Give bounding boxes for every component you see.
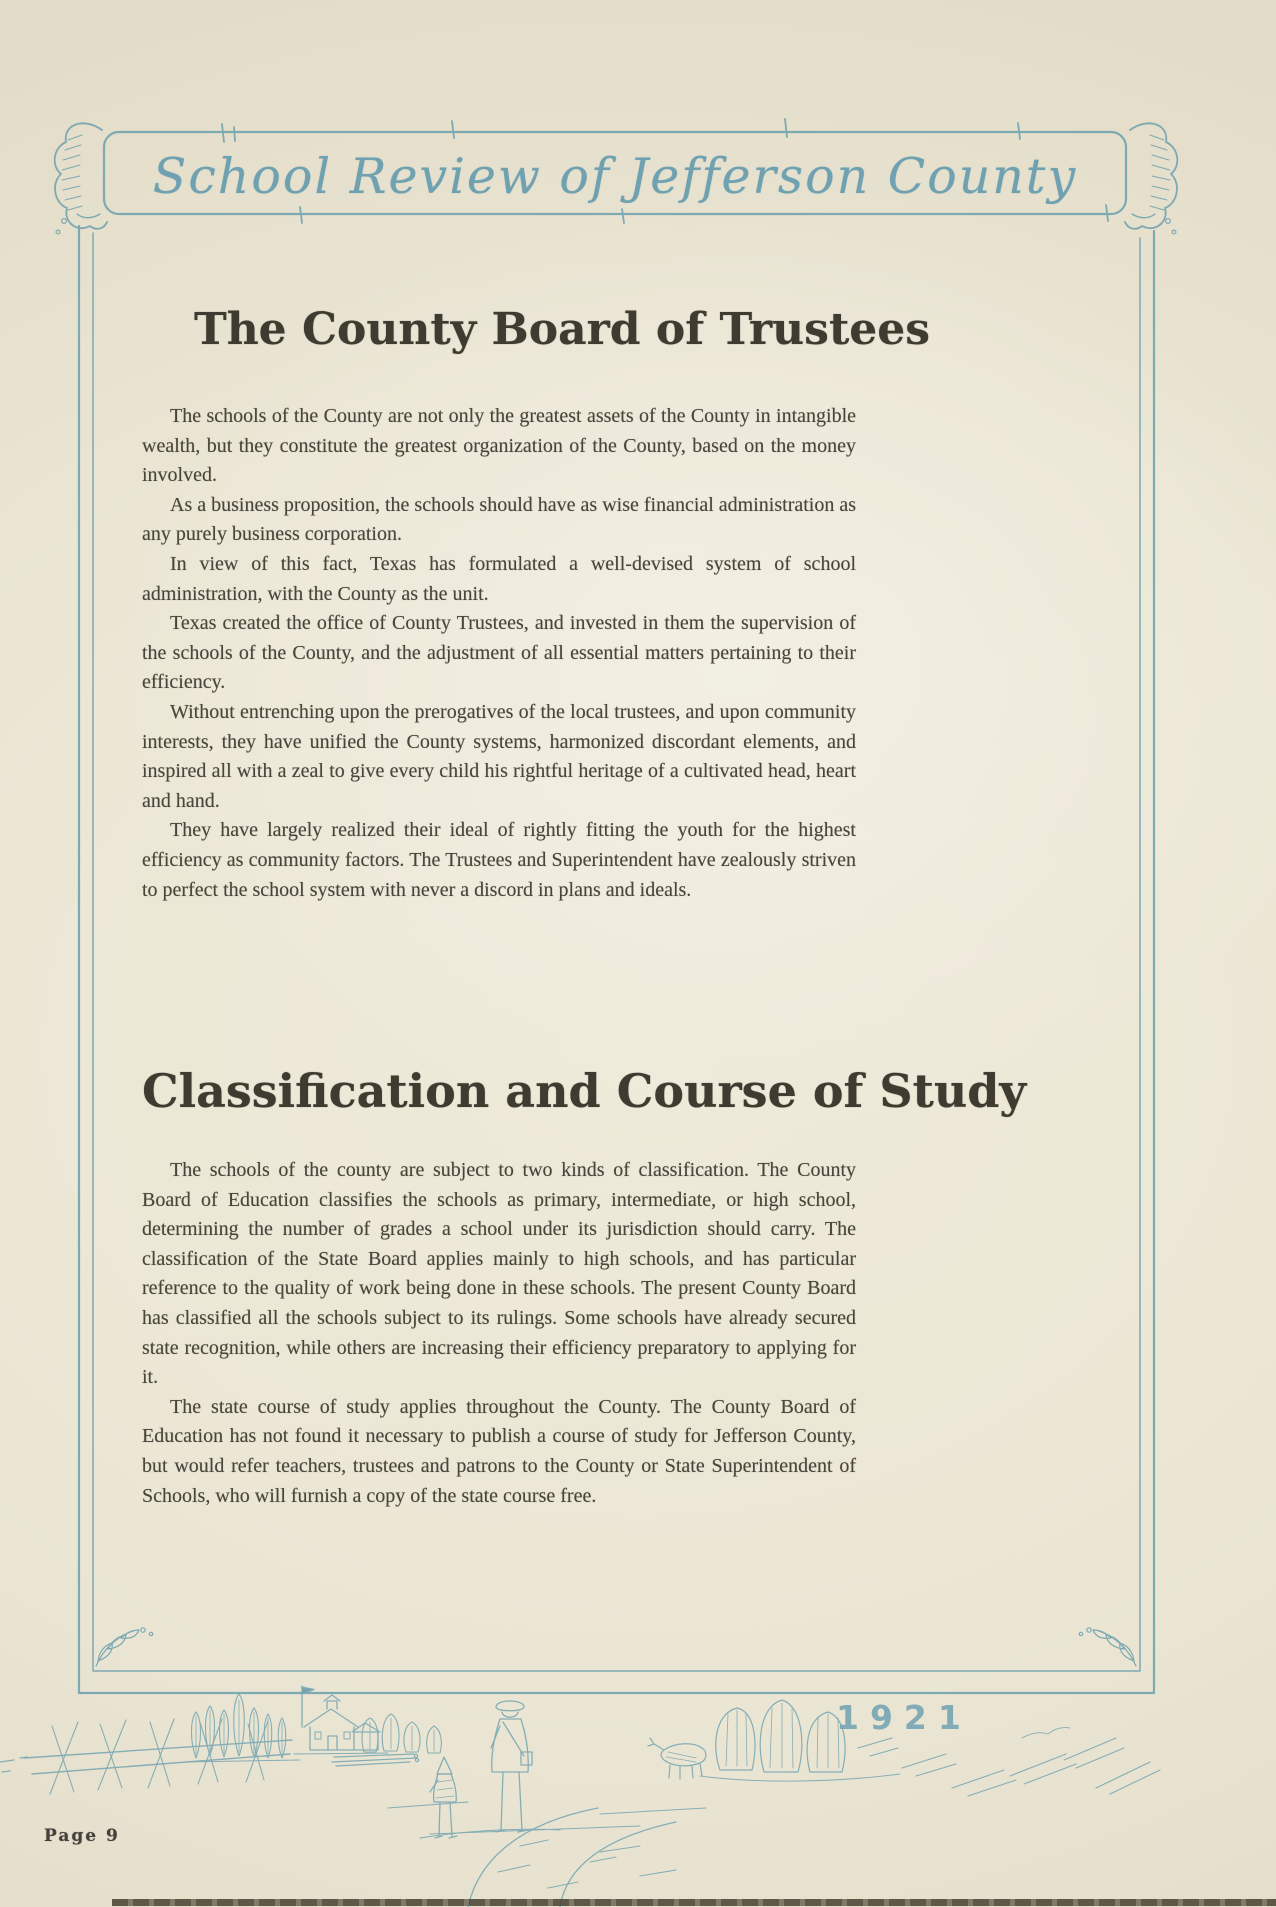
fence-sketch [0,1719,292,1794]
paragraph: They have largely realized their ideal of rightly fitting the youth for the highest efficiency as community factors. The Trustees and Superintendent have zealously striven to perfect the school system with never a discord in plans and ideals. [142,819,856,901]
child-figure-small [430,1757,457,1838]
field-hatching [858,1728,1160,1796]
paragraph: The schools of the county are subject to two kinds of classification. The County Board of Education classifies the schools as primary, intermediate, or high school, determining the number of grades a school under its jurisdiction should carry. The classification of the State Board applies mainly to high schools, and has particular reference to the quality of work being done in these schools. The present County Board has classified all the schools subject to its rulings. Some schools have already secured state recognition, while others are increasing their efficiency preparatory to applying for it. [142,1159,856,1389]
paragraph: In view of this fact, Texas has formulated a well-devised system of school administration, with the County as the unit. [142,552,856,605]
log-pile-sketch [332,1754,419,1766]
year-label: 1921 [836,1698,972,1737]
corner-leaf-left-icon [96,1628,153,1666]
paragraph: The state course of study applies throughout the County. The County Board of Education has not found it necessary to publish a course of study for Jefferson County, but would refer teachers, trustees and patrons to the County or State Superintendent of Schools, who will furnish a copy of the state course free. [142,1395,856,1507]
paragraph: Without entrenching upon the prerogatives of the local trustees, and upon community interests, they have unified the County systems, harmonized discordant elements, and inspired all with a zeal to give every child his rightful heritage of a cultivated head, heart and hand. [142,700,856,812]
banner-title: School Review of Jefferson County [152,148,1078,205]
bush-cluster-middle [362,1714,441,1753]
section-body-trustees [142,402,856,905]
section-title-trustees: The County Board of Trustees [193,304,931,355]
scan-edge-artifact [112,1899,1276,1906]
dog-figure [648,1738,706,1779]
banner-knot-right-icon [1125,123,1177,234]
rural-scene-illustration [0,1686,1160,1907]
corner-leaf-right-icon [1079,1628,1136,1666]
paragraph: As a business proposition, the schools should have as wise financial administration as any purely business corporation. [142,493,857,546]
paragraph: The schools of the County are not only the greatest assets of the County in intangible wealth, but they constitute the greatest organization of the County, based on the money involved. [142,405,856,487]
banner-knot-left-icon [55,123,107,234]
country-road [388,1802,706,1907]
section-title-classification: Classification and Course of Study [142,1064,1027,1118]
flag-icon [302,1687,314,1694]
page-number: Page 9 [44,1826,120,1846]
child-figure-large [491,1701,532,1832]
tree-cluster-left [186,1694,300,1762]
schoolhouse-sketch [294,1686,388,1754]
paragraph: Texas created the office of County Trustees, and invested in them the supervision of the schools of the County, and the adjustment of all essential matters pertaining to their efficiency. [142,612,856,694]
section-body-classification [142,1156,856,1511]
